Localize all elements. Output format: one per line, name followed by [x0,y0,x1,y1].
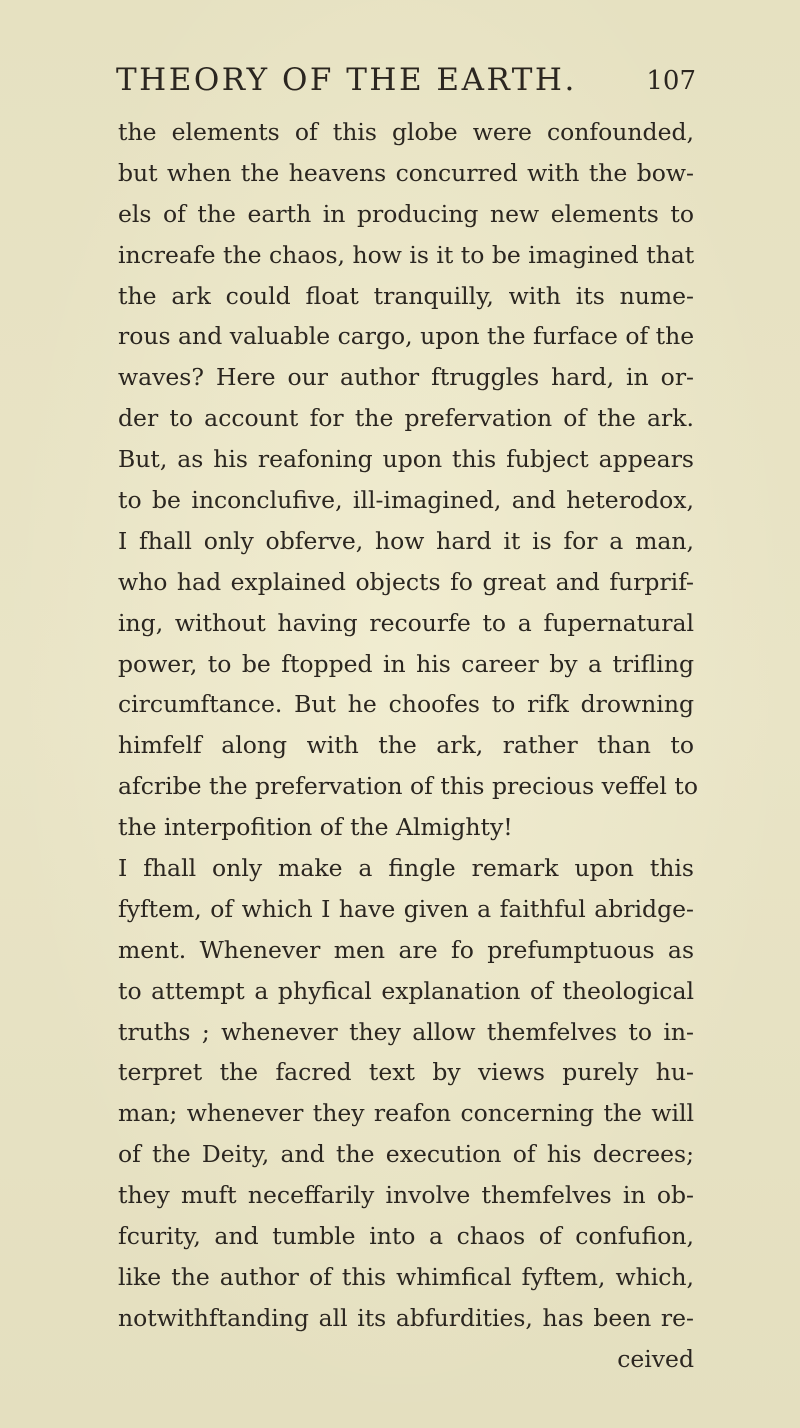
text-line: I fhall only make a fingle remark upon this [118,854,694,883]
text-line: der to account for the prefervation of the ark. [118,404,694,433]
text-line: circumftance. But he choofes to rifk drowning [118,690,694,719]
catchword: ceived [617,1344,694,1373]
text-line: increafe the chaos, how is it to be imagined that [118,240,695,269]
text-line: to attempt a phyfical explanation of theological [118,976,694,1005]
text-line: man; whenever they reafon concerning the will [118,1099,694,1128]
text-line: fyftem, of which I have given a faithful abridge- [118,894,694,923]
text-line: himfelf along with the ark, rather than to [118,731,694,760]
text-line: els of the earth in producing new elements to [118,199,694,228]
text-line: But, as his reafoning upon this fubject appears [118,445,694,474]
text-line: terpret the facred text by views purely hu- [118,1058,694,1087]
body-text [118,112,698,1380]
text-line: they muft neceffarily involve themfelves in ob- [118,1181,694,1210]
text-line: I fhall only obferve, how hard it is for a man, [118,526,694,555]
text-line: fcurity, and tumble into a chaos of confufion, [118,1222,694,1251]
text-line: the ark could float tranquilly, with its nume- [118,281,694,310]
text-line: rous and valuable cargo, upon the furface of the [118,322,695,351]
text-line: the elements of this globe were confounded, [118,118,694,146]
running-head: THEORY OF THE EARTH. [116,62,577,98]
text-line: ing, without having recourfe to a fupernatural [118,608,694,637]
text-line: who had explained objects fo great and furprif- [118,567,694,596]
text-line: waves? Here our author ftruggles hard, in or- [118,363,694,392]
text-line: like the author of this whimfical fyftem, which, [118,1262,694,1291]
text-line: notwithftanding all its abfurdities, has been re- [118,1303,694,1332]
text-line: but when the heavens concurred with the bow- [118,158,694,187]
page-number: 107 [646,66,696,96]
text-line: to be inconclufive, ill-imagined, and heterodox, [118,486,694,515]
page-header [116,62,696,102]
text-line: afcribe the prefervation of this precious veffel to [118,772,698,801]
text-line: ment. Whenever men are fo prefumptuous as [118,935,694,964]
text-line: power, to be ftopped in his career by a trifling [118,649,694,678]
text-line: truths ; whenever they allow themfelves to in- [118,1017,694,1046]
text-line: the interpofition of the Almighty! [118,813,513,842]
text-line: of the Deity, and the execution of his decrees; [118,1140,694,1169]
